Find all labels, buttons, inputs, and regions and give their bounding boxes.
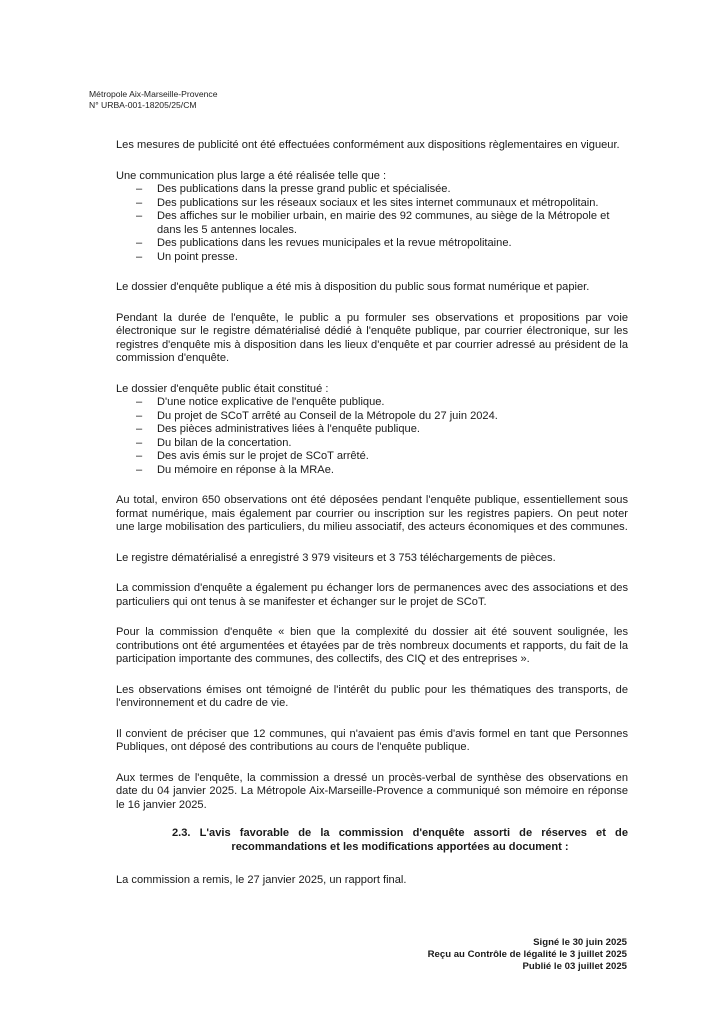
- paragraph-final-report: La commission a remis, le 27 janvier 2025, un rapport final.: [116, 874, 407, 886]
- published-date: Publié le 03 juillet 2025: [522, 961, 627, 972]
- list-item: – D'une notice explicative de l'enquête publique.: [116, 396, 628, 410]
- communication-list: [116, 183, 628, 264]
- list-item: – Des affiches sur le mobilier urbain, en mairie des 92 communes, au siège de la Métropole et dans les 5 antennes locales.: [116, 210, 628, 237]
- section-heading-line: recommandations et les modifications apportées au document :: [231, 840, 569, 853]
- list-item: – Du projet de SCoT arrêté au Conseil de la Métropole du 27 juin 2024.: [116, 410, 628, 424]
- paragraph-permanences: La commission d'enquête a également pu échanger lors de permanences avec des associations et des particuliers qui ont tenus à se manifester et échanger sur le projet de SCoT.: [116, 582, 628, 608]
- paragraph-public-observations: Pendant la durée de l'enquête, le public a pu formuler ses observations et propositions par voie électronique sur le registre dématérialisé dédié à l'enquête publique, par courrier électronique, sur les registres d'enquête mis à disposition dans les lieux d'enquête et par courrier adressé au président de la commission d'enquête.: [116, 311, 628, 364]
- document-body: [116, 139, 628, 905]
- paragraph-publicity: Les mesures de publicité ont été effectuées conformément aux dispositions règlementaires en vigueur.: [116, 139, 620, 151]
- organization-name: Métropole Aix-Marseille-Provence: [89, 89, 218, 99]
- paragraph-communes: Il convient de préciser que 12 communes, qui n'avaient pas émis d'avis formel en tant que Personnes Publiques, ont déposé des contributions au cours de l'enquête publique.: [116, 727, 628, 753]
- received-date: Reçu au Contrôle de légalité le 3 juillet 2025: [427, 949, 627, 960]
- paragraph-observations-total: Au total, environ 650 observations ont été déposées pendant l'enquête publique, essentiellement sous format numérique, mais également par courrier ou inscription sur les registres papiers. On peut noter une large mobilisation des particuliers, du milieu associatif, des acteurs économiques et des communes.: [116, 494, 628, 533]
- paragraph-dossier-format: Le dossier d'enquête publique a été mis à disposition du public sous format numérique et papier.: [116, 281, 590, 293]
- paragraph-communication-intro: Une communication plus large a été réalisée telle que :: [116, 169, 387, 182]
- list-item: – Des publications dans les revues municipales et la revue métropolitaine.: [116, 237, 628, 251]
- list-item: – Un point presse.: [116, 251, 628, 265]
- section-heading: [172, 827, 628, 854]
- legal-stamp: [428, 937, 627, 973]
- paragraph-dossier-intro: Le dossier d'enquête public était constitué :: [116, 382, 329, 395]
- signed-date: Signé le 30 juin 2025: [533, 937, 627, 948]
- paragraph-registry-stats: Le registre dématérialisé a enregistré 3 979 visiteurs et 3 753 téléchargements de pièces.: [116, 551, 556, 564]
- list-item: – Des pièces administratives liées à l'enquête publique.: [116, 423, 628, 437]
- document-header: [89, 89, 217, 111]
- section-heading-line: 2.3. L'avis favorable de la commission d'enquête assorti de réserves et de: [172, 827, 628, 839]
- paragraph-themes: Les observations émises ont témoigné de l'intérêt du public pour les thématiques des transports, de l'environnement et du cadre de vie.: [116, 683, 628, 709]
- list-item: – Du mémoire en réponse à la MRAe.: [116, 464, 628, 478]
- list-item: – Des avis émis sur le projet de SCoT arrêté.: [116, 450, 628, 464]
- list-item: – Des publications sur les réseaux sociaux et les sites internet communaux et métropolitain.: [116, 197, 628, 211]
- list-item: – Des publications dans la presse grand public et spécialisée.: [116, 183, 628, 197]
- reference-number: N° URBA-001-18205/25/CM: [89, 100, 197, 110]
- list-item: – Du bilan de la concertation.: [116, 437, 628, 451]
- dossier-contents-list: [116, 396, 628, 477]
- paragraph-commission-quote: Pour la commission d'enquête « bien que la complexité du dossier ait été souvent soulignée, les contributions ont été argumentées et étayées par de très nombreux documents et rapports, du fait de la participation importante des communes, des collectifs, des CIQ et des entreprises ».: [116, 626, 628, 665]
- paragraph-synthesis: Aux termes de l'enquête, la commission a dressé un procès-verbal de synthèse des observations en date du 04 janvier 2025. La Métropole Aix-Marseille-Provence a communiqué son mémoire en réponse le 16 janvier 2025.: [116, 771, 628, 811]
